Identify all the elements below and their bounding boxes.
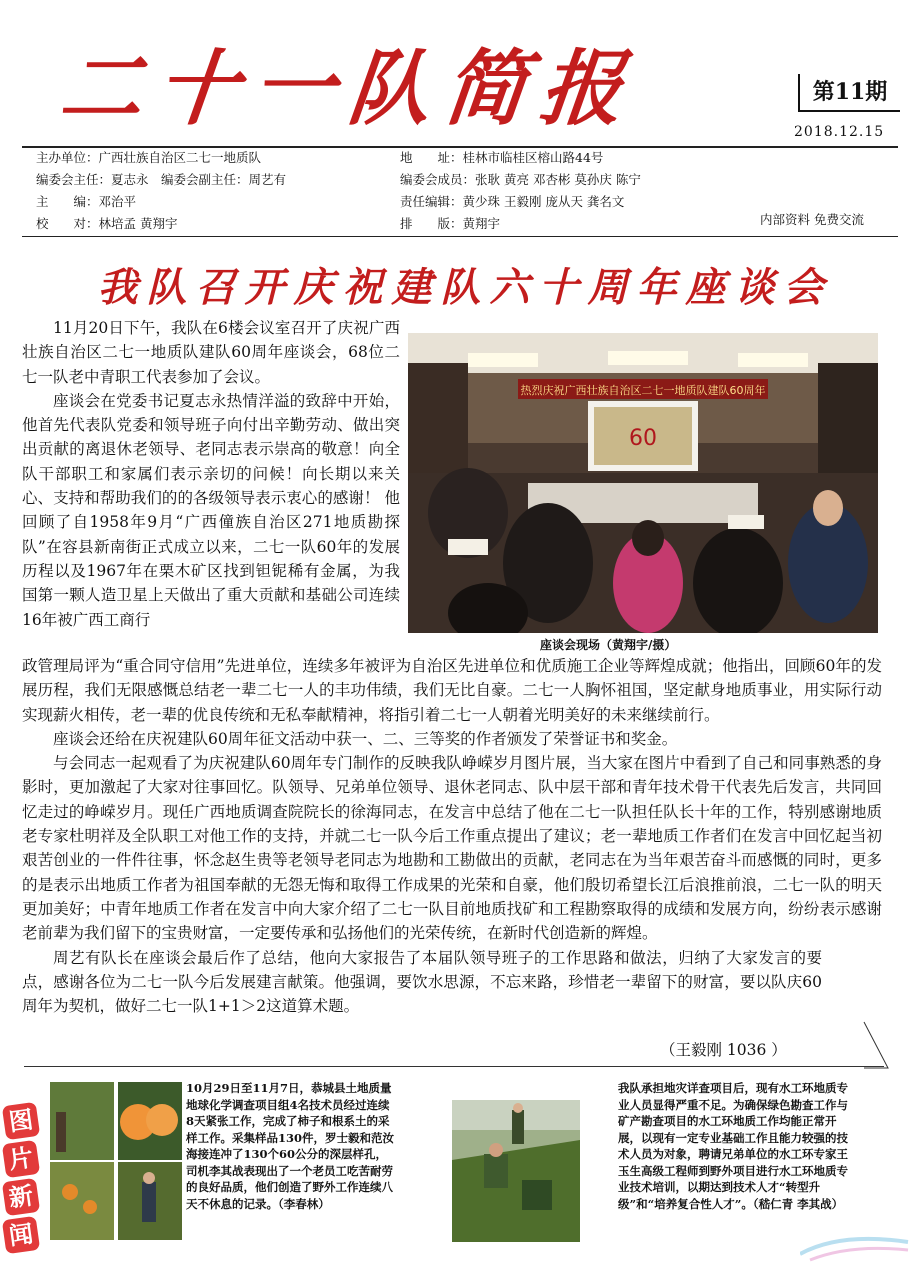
field-training-photo-image [452,1100,580,1242]
persimmon-photos-image [50,1082,182,1240]
info-editor-director: 编委会主任：夏志永 编委会副主任：周艺有 [36,172,287,187]
info-note: 内部资料 免费交流 [760,212,864,227]
masthead-title: 二十一队简报 [55,41,642,137]
photo-banner-text: 热烈庆祝广西壮族自治区二七一地质队建队60周年 [520,384,766,397]
photo-news-tag-char: 片 [2,1140,40,1178]
article-paragraph-2: 座谈会在党委书记夏志永热情洋溢的致辞中开始，他首先代表队党委和领导班子向付出辛勤劳动、做出突出贡献的离退休老领导、老同志表示崇高的敬意！向全队干部职工和家属们表示亲切的问候！向长期以来关心、支持和帮助我们的的各级领导表示衷心的感谢！ 他回顾了自1958年9月“广西僮族自治区271地质勘探队”在容县新南街正式成立以来，二七一队60年的发展历程以及1967年在栗木矿区找到钽铌稀有金属，为我国第一颗人造卫星上天做出了重大贡献和基础公司连续16年被广西工商行 [22,391,400,629]
info-members: 编委会成员：张耿 黄亮 邓杏彬 莫孙庆 陈宁 [400,172,641,187]
corner-decoration [862,1020,890,1070]
news-story-2: 我队承担地灾详查项目后，现有水工环地质专业人员显得严重不足。为确保绿色勘查工作与矿产勘查项目的水工环地质工作均能正常开展，以现有一定专业基础工作且能力较强的技术人员为对象，聘请兄弟单位的水工环专家王玉生高级工程师到野外项目进行水工环地质专业技术培训，以期达到技术人才“转型升级”和“培养复合性人才”。（嵇仁青 李其战） [618,1081,848,1211]
article-paragraph-2-cont: 政管理局评为“重合同守信用”先进单位，连续多年被评为自治区先进单位和优质施工企业等辉煌成就；他指出，回顾60年的发展历程，我们无限感慨总结老一辈二七一人的丰功伟绩，我们无比自豪。二七一人胸怀祖国，坚定献身地质事业，用实际行动实现薪火相传，老一辈的优良传统和无私奉献精神，将指引着二七一人朝着光明美好的未来继续前行。 [22,657,882,724]
photo-news-tag-char: 图 [2,1102,40,1140]
meeting-photo-image [408,333,878,633]
article-paragraph-3: 座谈会还给在庆祝建队60周年征文活动中获一、二、三等奖的作者颁发了荣誉证书和奖金。 [53,729,678,748]
article-column-left [22,316,400,632]
meeting-photo [408,333,878,633]
news-story-1: 10月29日至11月7日，恭城县土地质量地球化学调查项目组4名技术员经过连续8天紧张工作，完成了柿子和根系土的采样工作。采集样品130件，罗士毅和范汝海接连冲了130个60公分的深层样孔，司机李其战表现出了一个老员工吃苦耐劳的良好品质，他们创造了野外工作连续八天不休息的记录。（李春林） [186,1081,395,1211]
persimmon-photos [50,1082,182,1240]
info-address: 地 址：桂林市临桂区榕山路44号 [400,150,604,165]
photo-news-tag [4,1100,46,1256]
svg-text:60: 60 [629,426,657,451]
info-rule [22,236,898,237]
article-byline: （王毅刚 1036 ） [660,1041,787,1059]
photo-news-tag-char: 新 [2,1178,40,1216]
photo-news-tag-char: 闻 [2,1216,40,1254]
decorative-swoosh [800,1224,910,1264]
info-right [400,147,641,235]
field-training-photo [452,1100,580,1242]
article-paragraph-4: 与会同志一起观看了为庆祝建队60周年专门制作的反映我队峥嵘岁月图片展，当大家在图片中看到了自己和同事熟悉的身影时，更加激起了大家对往事回忆。队领导、兄弟单位领导、退休老同志、队中层干部和青年技术骨干代表先后发言，共同回忆走过的峥嵘岁月。现任广西地质调查院院长的徐海同志，在发言中总结了他在二七一队担任队长十年的工作，特别感谢地质老专家杜明祥及全队职工对他工作的支持，并就二七一队今后工作重点提出了建议；老一辈地质工作者们在发言中回忆起当初艰苦创业的一件件往事，怀念赵生贵等老领导老同志为地勘和工勘做出的贡献，老同志在为当年艰苦奋斗而感慨的同时，更多的是表示出地质工作者为祖国奉献的无怨无悔和取得工作成果的光荣和自豪，他们殷切希望长江后浪推前浪，二七一队的明天更加美好；中青年地质工作者在发言中向大家介绍了二七一队目前地质找矿和工程勘察取得的成绩和发展方向，纷纷表示感谢老前辈为我们留下的宝贵财富，一定要传承和弘扬他们的光荣传统，在新时代创造新的辉煌。 [22,754,882,943]
photo-caption: 座谈会现场（黄翔宇/摄） [540,638,677,652]
article-paragraph-5: 周艺有队长在座谈会最后作了总结，他向大家报告了本届队领导班子的工作思路和做法，归纳了大家发言的要点，感谢各位为二七一队今后发展建言献策。他强调，要饮水思源，不忘来路，珍惜老一辈留下的财富，要以队庆60周年为契机，做好二七一队1+1＞2这道算术题。 [22,948,822,1016]
article-column-full [22,654,882,1018]
issue-number: 第11期 [798,74,900,112]
info-responsible-editors: 责任编辑：黄少珠 王毅刚 庞从天 龚名文 [400,194,625,209]
info-chief-editor: 主 编：邓治平 [36,194,137,209]
article-paragraph-1: 11月20日下午，我队在6楼会议室召开了庆祝广西壮族自治区二七一地质队建队60周年座谈会，68位二七一队老中青职工代表参加了会议。 [22,319,400,386]
info-sponsor: 主办单位：广西壮族自治区二七一地质队 [36,150,262,165]
article-headline: 我队召开庆祝建队六十周年座谈会 [97,264,833,311]
info-layout: 排 版：黄翔宇 [400,216,501,231]
issue-date: 2018.12.15 [794,124,885,140]
news-divider [24,1066,884,1067]
info-left [36,147,286,235]
info-proofread: 校 对：林培孟 黄翔宇 [36,216,178,231]
